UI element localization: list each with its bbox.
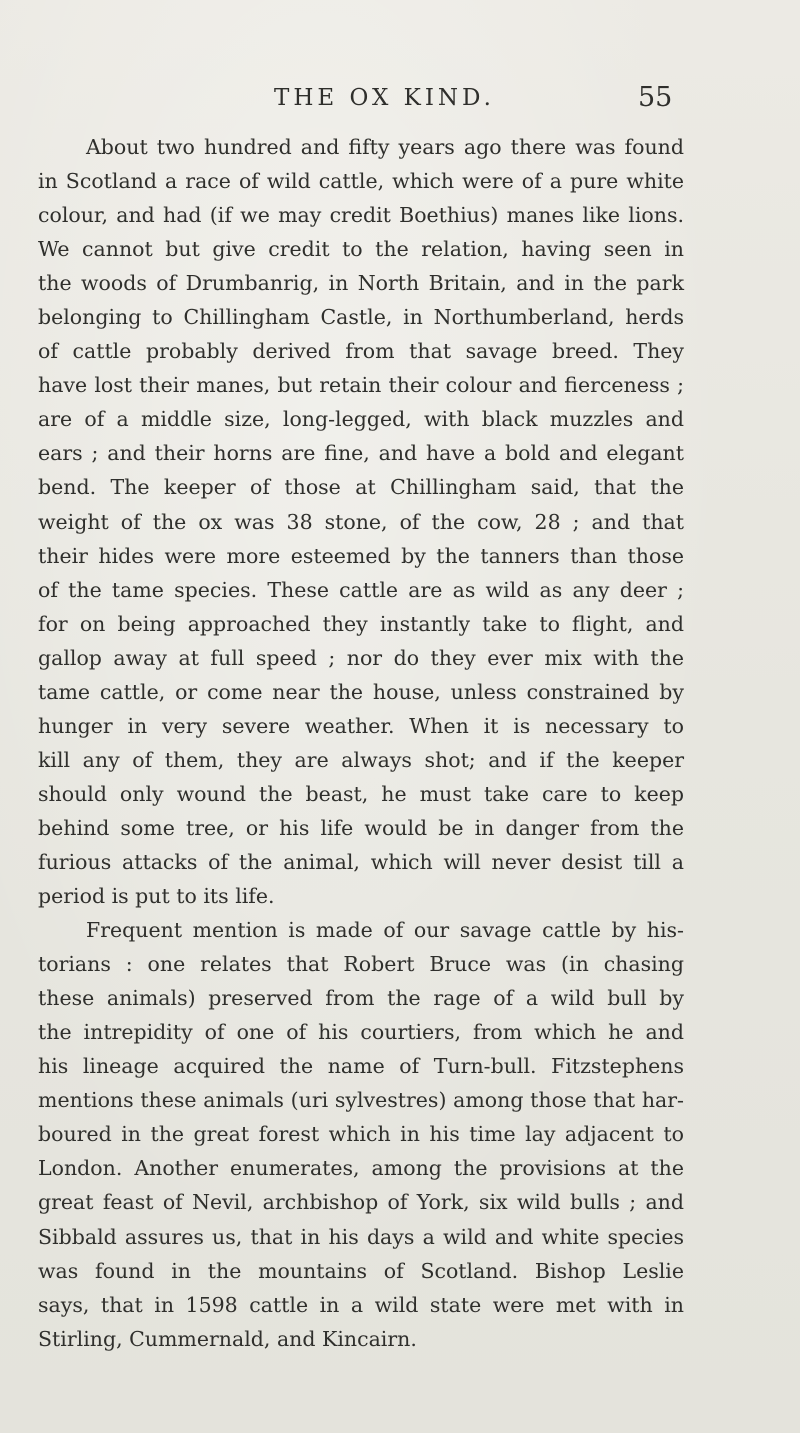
paragraph-1-line: in Scotland a race of wild cattle, which were of a pure white	[38, 169, 684, 194]
paragraph-1-line: tame cattle, or come near the house, unless constrained by	[38, 679, 684, 704]
paragraph-2-line: his lineage acquired the name of Turn-bull. Fitzstephens	[38, 1054, 684, 1079]
paragraph-1-line: furious attacks of the animal, which will never desist till a	[38, 849, 684, 874]
paragraph-1-line: weight of the ox was 38 stone, of the cow, 28 ; and that	[38, 509, 684, 534]
running-head	[0, 78, 800, 118]
paragraph-1-line: of cattle probably derived from that savage breed. They	[38, 339, 684, 364]
paragraph-1-line: are of a middle size, long-legged, with black muzzles and	[38, 407, 684, 432]
paragraph-1-line: have lost their manes, but retain their colour and fierceness ;	[38, 373, 684, 398]
paragraph-1-line: kill any of them, they are always shot; and if the keeper	[38, 747, 684, 772]
paragraph-1-line: About two hundred and fifty years ago there was found	[86, 135, 684, 159]
paragraph-2-line: mentions these animals (uri sylvestres) among those that har-	[38, 1088, 684, 1113]
paragraph-1-line: ears ; and their horns are fine, and have a bold and elegant	[38, 441, 684, 466]
paragraph-2-line: Frequent mention is made of our savage cattle by his-	[86, 918, 684, 943]
paragraph-2-line: says, that in 1598 cattle in a wild state were met with in	[38, 1292, 684, 1317]
body-text	[38, 130, 684, 1356]
paragraph-2-line: torians : one relates that Robert Bruce was (in chasing	[38, 952, 684, 977]
paragraph-1-line: gallop away at full speed ; nor do they ever mix with the	[38, 645, 684, 670]
paragraph-1-line: of the tame species. These cattle are as wild as any deer ;	[38, 577, 684, 602]
paragraph-1-line: behind some tree, or his life would be in danger from the	[38, 815, 684, 840]
paragraph-2-line: boured in the great forest which in his time lay adjacent to	[38, 1122, 684, 1147]
paragraph-1-line: hunger in very severe weather. When it is necessary to	[38, 713, 684, 738]
paragraph-2-line: was found in the mountains of Scotland. Bishop Leslie	[38, 1258, 684, 1283]
paragraph-1-line: the woods of Drumbanrig, in North Britain, and in the park	[38, 271, 684, 296]
page-number: 55	[638, 82, 673, 113]
paragraph-2-line: great feast of Nevil, archbishop of York, six wild bulls ; and	[38, 1190, 684, 1215]
paragraph-2-line: Stirling, Cummernald, and Kincairn.	[38, 1326, 417, 1351]
paragraph-2-line: Sibbald assures us, that in his days a wild and white species	[38, 1224, 684, 1249]
paragraph-2-line: the intrepidity of one of his courtiers, from which he and	[38, 1020, 684, 1045]
paragraph-1-line: for on being approached they instantly take to flight, and	[38, 611, 684, 636]
paragraph-1-line: should only wound the beast, he must take care to keep	[38, 781, 684, 806]
paragraph-2-line: these animals) preserved from the rage of a wild bull by	[38, 986, 684, 1011]
paragraph-1-line: period is put to its life.	[38, 884, 275, 909]
paragraph-1-line: belonging to Chillingham Castle, in Northumberland, herds	[38, 305, 684, 330]
paragraph-1-line: their hides were more esteemed by the tanners than those	[38, 543, 684, 568]
running-title: THE OX KIND.	[274, 85, 495, 111]
paragraph-2-line: London. Another enumerates, among the provisions at the	[38, 1156, 684, 1181]
paragraph-1-line: bend. The keeper of those at Chillingham said, that the	[38, 475, 684, 500]
paragraph-1-line: We cannot but give credit to the relation, having seen in	[38, 237, 684, 262]
paragraph-1-line: colour, and had (if we may credit Boethius) manes like lions.	[38, 203, 684, 228]
